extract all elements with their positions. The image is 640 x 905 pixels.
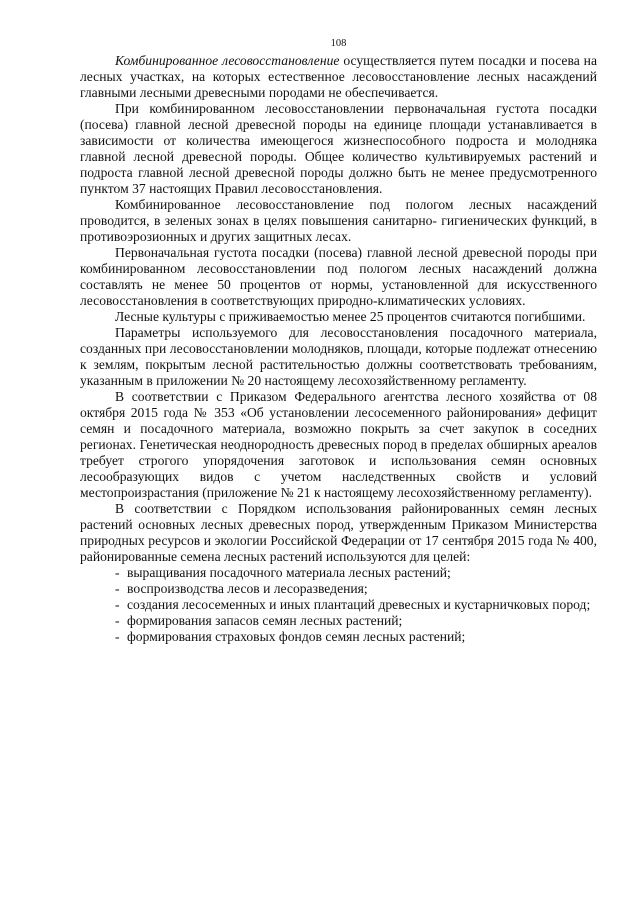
- paragraph: Параметры используемого для лесовосстановления посадочного материала, созданных при лесовосстановлении молодняков, площади, которые подлежат отнесению к землям, покрытым лесной растительностью должны соответствовать требованиям, указанным в приложении № 20 настоящему лесохозяйственному регламенту.: [80, 325, 597, 388]
- list-item: [80, 597, 597, 613]
- list-marker: -: [115, 597, 120, 612]
- list-item: [80, 581, 597, 597]
- document-page: [80, 38, 597, 645]
- paragraph-text: осуществляется путем посадки и посева на лесных участках, на которых естественное лесовосстановление лесных насаждений главными лесными древесными породами не обеспечивается.: [80, 53, 597, 100]
- list-marker: -: [115, 613, 120, 628]
- list-marker: -: [115, 581, 120, 596]
- paragraph: В соответствии с Порядком использования районированных семян лесных растений основных лесных древесных пород, утвержденным Приказом Министерства природных ресурсов и экологии Российской Федерации от 17 сентября 2015 года № 400, районированные семена лесных растений используются для целей:: [80, 501, 597, 564]
- list-item-text: воспроизводства лесов и лесоразведения;: [127, 581, 368, 596]
- list-marker: -: [115, 565, 120, 580]
- list-item: [80, 565, 597, 581]
- list-item: [80, 629, 597, 645]
- list-marker: -: [115, 629, 120, 644]
- list-item-text: создания лесосеменных и иных плантаций древесных и кустарничковых пород;: [127, 597, 591, 612]
- paragraph-combined-reforestation: [80, 53, 597, 101]
- paragraph: Лесные культуры с приживаемостью менее 25 процентов считаются погибшими.: [115, 309, 586, 324]
- term-combined-reforestation: Комбинированное лесовосстановление: [115, 53, 340, 68]
- paragraph: Комбинированное лесовосстановление под пологом лесных насаждений проводится, в зеленых зонах в целях повышения санитарно- гигиенических функций, в противоэрозионных и других защитных лесах.: [80, 197, 597, 244]
- list-item-text: выращивания посадочного материала лесных растений;: [127, 565, 451, 580]
- list-item-text: формирования страховых фондов семян лесных растений;: [127, 629, 466, 644]
- list-item: [80, 613, 597, 629]
- paragraph: В соответствии с Приказом Федерального агентства лесного хозяйства от 08 октября 2015 года № 353 «Об установлении лесосеменного районирования» дефицит семян и посадочного материала, возможно покрыть за счет закупок в соседних регионах. Генетическая неоднородность древесных пород в пределах обширных ареалов требует строгого упорядочения заготовок и использования семян основных лесообразующих видов с учетом наследственных свойств и условий местопроизрастания (приложение № 21 к настоящему лесохозяйственному регламенту).: [80, 389, 597, 500]
- purposes-list: [80, 565, 597, 645]
- paragraph: Первоначальная густота посадки (посева) главной лесной древесной породы при комбинированном лесовосстановлении под пологом лесных насаждений должна составлять не менее 50 процентов от нормы, установленной для искусственного лесовосстановления в соответствующих природно-климатических условиях.: [80, 245, 597, 308]
- paragraph: При комбинированном лесовосстановлении первоначальная густота посадки (посева) главной лесной древесной породы на единице площади устанавливается в зависимости от количества имеющегося жизнеспособного подроста и молодняка главной лесной древесной породы. Общее количество культивируемых растений и подроста главной лесной древесной породы должно быть не менее предусмотренного пунктом 37 настоящих Правил лесовосстановления.: [80, 101, 597, 196]
- page-number: 108: [330, 38, 347, 49]
- list-item-text: формирования запасов семян лесных растений;: [127, 613, 403, 628]
